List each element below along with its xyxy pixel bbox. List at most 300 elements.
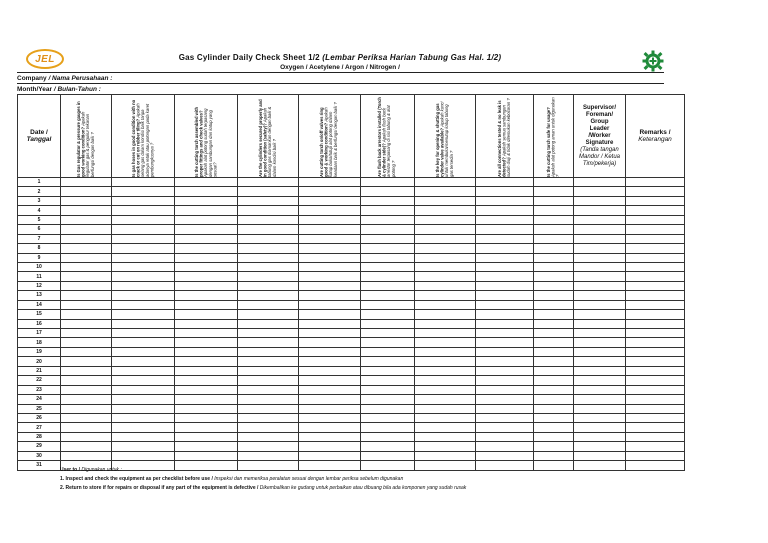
check-cell[interactable] (476, 215, 534, 224)
check-cell[interactable] (299, 461, 361, 470)
check-cell[interactable] (175, 413, 238, 422)
check-cell[interactable] (112, 244, 175, 253)
check-cell[interactable] (534, 215, 574, 224)
check-cell[interactable] (415, 432, 476, 441)
remarks-cell[interactable] (626, 206, 685, 215)
check-cell[interactable] (534, 461, 574, 470)
check-cell[interactable] (415, 357, 476, 366)
check-cell[interactable] (476, 366, 534, 375)
check-cell[interactable] (61, 206, 112, 215)
check-cell[interactable] (175, 442, 238, 451)
check-cell[interactable] (534, 423, 574, 432)
check-cell[interactable] (175, 423, 238, 432)
check-cell[interactable] (175, 338, 238, 347)
check-cell[interactable] (238, 291, 299, 300)
check-cell[interactable] (112, 423, 175, 432)
check-cell[interactable] (415, 413, 476, 422)
check-cell[interactable] (361, 234, 415, 243)
check-cell[interactable] (415, 329, 476, 338)
check-cell[interactable] (361, 338, 415, 347)
check-cell[interactable] (175, 187, 238, 196)
check-cell[interactable] (61, 178, 112, 187)
check-cell[interactable] (299, 215, 361, 224)
signature-cell[interactable] (574, 347, 626, 356)
check-cell[interactable] (415, 291, 476, 300)
check-cell[interactable] (361, 395, 415, 404)
check-cell[interactable] (361, 272, 415, 281)
check-cell[interactable] (415, 338, 476, 347)
check-cell[interactable] (534, 291, 574, 300)
check-cell[interactable] (476, 338, 534, 347)
signature-cell[interactable] (574, 329, 626, 338)
month-year-field[interactable]: Month/Year / Bulan-Tahun : (17, 86, 101, 93)
remarks-cell[interactable] (626, 196, 685, 205)
check-cell[interactable] (112, 404, 175, 413)
signature-cell[interactable] (574, 310, 626, 319)
check-cell[interactable] (534, 253, 574, 262)
check-cell[interactable] (238, 357, 299, 366)
check-cell[interactable] (476, 329, 534, 338)
signature-cell[interactable] (574, 395, 626, 404)
check-cell[interactable] (415, 272, 476, 281)
check-cell[interactable] (238, 347, 299, 356)
check-cell[interactable] (112, 215, 175, 224)
check-cell[interactable] (534, 244, 574, 253)
remarks-cell[interactable] (626, 347, 685, 356)
check-cell[interactable] (175, 376, 238, 385)
check-cell[interactable] (361, 187, 415, 196)
check-cell[interactable] (61, 291, 112, 300)
check-cell[interactable] (175, 262, 238, 271)
check-cell[interactable] (415, 215, 476, 224)
check-cell[interactable] (534, 413, 574, 422)
check-cell[interactable] (415, 376, 476, 385)
check-cell[interactable] (238, 244, 299, 253)
check-cell[interactable] (112, 366, 175, 375)
check-cell[interactable] (415, 234, 476, 243)
check-cell[interactable] (61, 225, 112, 234)
remarks-cell[interactable] (626, 404, 685, 413)
signature-cell[interactable] (574, 281, 626, 290)
check-cell[interactable] (299, 432, 361, 441)
check-cell[interactable] (361, 366, 415, 375)
check-cell[interactable] (299, 451, 361, 460)
check-cell[interactable] (534, 451, 574, 460)
remarks-cell[interactable] (626, 187, 685, 196)
check-cell[interactable] (415, 366, 476, 375)
check-cell[interactable] (299, 366, 361, 375)
check-cell[interactable] (415, 253, 476, 262)
check-cell[interactable] (238, 432, 299, 441)
check-cell[interactable] (361, 196, 415, 205)
check-cell[interactable] (112, 385, 175, 394)
check-cell[interactable] (175, 215, 238, 224)
check-cell[interactable] (361, 215, 415, 224)
check-cell[interactable] (112, 451, 175, 460)
check-cell[interactable] (476, 461, 534, 470)
check-cell[interactable] (61, 253, 112, 262)
check-cell[interactable] (476, 196, 534, 205)
remarks-cell[interactable] (626, 376, 685, 385)
check-cell[interactable] (415, 178, 476, 187)
remarks-cell[interactable] (626, 300, 685, 309)
check-cell[interactable] (238, 329, 299, 338)
check-cell[interactable] (238, 338, 299, 347)
check-cell[interactable] (299, 329, 361, 338)
check-cell[interactable] (112, 196, 175, 205)
check-cell[interactable] (476, 413, 534, 422)
check-cell[interactable] (415, 187, 476, 196)
check-cell[interactable] (61, 244, 112, 253)
remarks-cell[interactable] (626, 338, 685, 347)
check-cell[interactable] (175, 234, 238, 243)
signature-cell[interactable] (574, 272, 626, 281)
check-cell[interactable] (238, 366, 299, 375)
check-cell[interactable] (299, 413, 361, 422)
check-cell[interactable] (61, 196, 112, 205)
check-cell[interactable] (361, 347, 415, 356)
signature-cell[interactable] (574, 196, 626, 205)
check-cell[interactable] (415, 196, 476, 205)
check-cell[interactable] (361, 423, 415, 432)
check-cell[interactable] (476, 262, 534, 271)
remarks-cell[interactable] (626, 244, 685, 253)
check-cell[interactable] (415, 244, 476, 253)
check-cell[interactable] (238, 404, 299, 413)
check-cell[interactable] (175, 404, 238, 413)
check-cell[interactable] (476, 432, 534, 441)
signature-cell[interactable] (574, 385, 626, 394)
check-cell[interactable] (415, 347, 476, 356)
check-cell[interactable] (175, 281, 238, 290)
check-cell[interactable] (299, 225, 361, 234)
check-cell[interactable] (534, 310, 574, 319)
remarks-cell[interactable] (626, 366, 685, 375)
check-cell[interactable] (175, 291, 238, 300)
signature-cell[interactable] (574, 357, 626, 366)
signature-cell[interactable] (574, 206, 626, 215)
check-cell[interactable] (175, 432, 238, 441)
check-cell[interactable] (361, 262, 415, 271)
check-cell[interactable] (415, 385, 476, 394)
check-cell[interactable] (238, 225, 299, 234)
check-cell[interactable] (238, 234, 299, 243)
check-cell[interactable] (534, 404, 574, 413)
check-cell[interactable] (112, 187, 175, 196)
check-cell[interactable] (112, 281, 175, 290)
check-cell[interactable] (299, 291, 361, 300)
check-cell[interactable] (61, 366, 112, 375)
check-cell[interactable] (299, 376, 361, 385)
check-cell[interactable] (61, 395, 112, 404)
check-cell[interactable] (61, 310, 112, 319)
check-cell[interactable] (361, 244, 415, 253)
check-cell[interactable] (175, 300, 238, 309)
check-cell[interactable] (534, 347, 574, 356)
check-cell[interactable] (238, 385, 299, 394)
check-cell[interactable] (238, 376, 299, 385)
remarks-cell[interactable] (626, 357, 685, 366)
check-cell[interactable] (361, 329, 415, 338)
check-cell[interactable] (415, 300, 476, 309)
check-cell[interactable] (361, 404, 415, 413)
check-cell[interactable] (299, 423, 361, 432)
check-cell[interactable] (238, 319, 299, 328)
check-cell[interactable] (534, 357, 574, 366)
remarks-cell[interactable] (626, 451, 685, 460)
signature-cell[interactable] (574, 366, 626, 375)
check-cell[interactable] (175, 225, 238, 234)
signature-cell[interactable] (574, 451, 626, 460)
signature-cell[interactable] (574, 404, 626, 413)
check-cell[interactable] (361, 451, 415, 460)
check-cell[interactable] (112, 206, 175, 215)
check-cell[interactable] (238, 196, 299, 205)
signature-cell[interactable] (574, 234, 626, 243)
check-cell[interactable] (476, 357, 534, 366)
check-cell[interactable] (361, 376, 415, 385)
remarks-cell[interactable] (626, 329, 685, 338)
check-cell[interactable] (299, 300, 361, 309)
check-cell[interactable] (299, 178, 361, 187)
check-cell[interactable] (112, 272, 175, 281)
check-cell[interactable] (61, 347, 112, 356)
remarks-cell[interactable] (626, 442, 685, 451)
check-cell[interactable] (238, 187, 299, 196)
signature-cell[interactable] (574, 376, 626, 385)
remarks-cell[interactable] (626, 215, 685, 224)
check-cell[interactable] (299, 404, 361, 413)
check-cell[interactable] (61, 300, 112, 309)
check-cell[interactable] (61, 187, 112, 196)
check-cell[interactable] (476, 423, 534, 432)
signature-cell[interactable] (574, 423, 626, 432)
check-cell[interactable] (175, 395, 238, 404)
check-cell[interactable] (476, 451, 534, 460)
check-cell[interactable] (476, 385, 534, 394)
check-cell[interactable] (175, 451, 238, 460)
remarks-cell[interactable] (626, 291, 685, 300)
check-cell[interactable] (61, 423, 112, 432)
check-cell[interactable] (112, 234, 175, 243)
check-cell[interactable] (112, 310, 175, 319)
remarks-cell[interactable] (626, 253, 685, 262)
check-cell[interactable] (476, 281, 534, 290)
check-cell[interactable] (112, 253, 175, 262)
check-cell[interactable] (476, 442, 534, 451)
signature-cell[interactable] (574, 432, 626, 441)
check-cell[interactable] (534, 300, 574, 309)
check-cell[interactable] (534, 385, 574, 394)
check-cell[interactable] (112, 376, 175, 385)
signature-cell[interactable] (574, 187, 626, 196)
check-cell[interactable] (534, 442, 574, 451)
check-cell[interactable] (476, 319, 534, 328)
check-cell[interactable] (238, 215, 299, 224)
check-cell[interactable] (61, 432, 112, 441)
check-cell[interactable] (61, 385, 112, 394)
check-cell[interactable] (534, 319, 574, 328)
check-cell[interactable] (476, 178, 534, 187)
check-cell[interactable] (534, 234, 574, 243)
check-cell[interactable] (534, 432, 574, 441)
check-cell[interactable] (299, 272, 361, 281)
check-cell[interactable] (61, 413, 112, 422)
remarks-cell[interactable] (626, 225, 685, 234)
check-cell[interactable] (534, 366, 574, 375)
company-field[interactable]: Company / Nama Perusahaan : (17, 75, 113, 82)
check-cell[interactable] (175, 461, 238, 470)
check-cell[interactable] (361, 206, 415, 215)
check-cell[interactable] (476, 206, 534, 215)
check-cell[interactable] (175, 357, 238, 366)
check-cell[interactable] (61, 376, 112, 385)
check-cell[interactable] (534, 395, 574, 404)
check-cell[interactable] (476, 300, 534, 309)
signature-cell[interactable] (574, 225, 626, 234)
check-cell[interactable] (299, 319, 361, 328)
signature-cell[interactable] (574, 215, 626, 224)
remarks-cell[interactable] (626, 423, 685, 432)
remarks-cell[interactable] (626, 281, 685, 290)
check-cell[interactable] (534, 206, 574, 215)
check-cell[interactable] (112, 319, 175, 328)
check-cell[interactable] (299, 338, 361, 347)
check-cell[interactable] (299, 281, 361, 290)
check-cell[interactable] (175, 310, 238, 319)
check-cell[interactable] (175, 253, 238, 262)
check-cell[interactable] (415, 206, 476, 215)
check-cell[interactable] (361, 291, 415, 300)
signature-cell[interactable] (574, 442, 626, 451)
check-cell[interactable] (476, 272, 534, 281)
signature-cell[interactable] (574, 178, 626, 187)
check-cell[interactable] (534, 272, 574, 281)
remarks-cell[interactable] (626, 234, 685, 243)
check-cell[interactable] (476, 244, 534, 253)
check-cell[interactable] (415, 423, 476, 432)
check-cell[interactable] (238, 461, 299, 470)
check-cell[interactable] (112, 262, 175, 271)
check-cell[interactable] (299, 244, 361, 253)
check-cell[interactable] (415, 404, 476, 413)
check-cell[interactable] (476, 291, 534, 300)
remarks-cell[interactable] (626, 319, 685, 328)
check-cell[interactable] (299, 395, 361, 404)
check-cell[interactable] (112, 395, 175, 404)
check-cell[interactable] (238, 300, 299, 309)
check-cell[interactable] (415, 262, 476, 271)
check-cell[interactable] (361, 461, 415, 470)
check-cell[interactable] (112, 347, 175, 356)
check-cell[interactable] (175, 319, 238, 328)
remarks-cell[interactable] (626, 385, 685, 394)
check-cell[interactable] (476, 187, 534, 196)
check-cell[interactable] (299, 234, 361, 243)
signature-cell[interactable] (574, 262, 626, 271)
check-cell[interactable] (61, 329, 112, 338)
check-cell[interactable] (112, 178, 175, 187)
signature-cell[interactable] (574, 300, 626, 309)
check-cell[interactable] (238, 442, 299, 451)
check-cell[interactable] (415, 281, 476, 290)
check-cell[interactable] (476, 395, 534, 404)
check-cell[interactable] (112, 413, 175, 422)
check-cell[interactable] (415, 225, 476, 234)
check-cell[interactable] (175, 366, 238, 375)
remarks-cell[interactable] (626, 262, 685, 271)
check-cell[interactable] (361, 225, 415, 234)
check-cell[interactable] (112, 432, 175, 441)
check-cell[interactable] (534, 196, 574, 205)
check-cell[interactable] (415, 319, 476, 328)
check-cell[interactable] (238, 206, 299, 215)
check-cell[interactable] (534, 376, 574, 385)
check-cell[interactable] (112, 357, 175, 366)
remarks-cell[interactable] (626, 310, 685, 319)
check-cell[interactable] (299, 310, 361, 319)
remarks-cell[interactable] (626, 272, 685, 281)
check-cell[interactable] (238, 413, 299, 422)
remarks-cell[interactable] (626, 432, 685, 441)
check-cell[interactable] (61, 442, 112, 451)
check-cell[interactable] (112, 329, 175, 338)
check-cell[interactable] (238, 272, 299, 281)
check-cell[interactable] (238, 178, 299, 187)
check-cell[interactable] (361, 413, 415, 422)
check-cell[interactable] (361, 357, 415, 366)
check-cell[interactable] (534, 178, 574, 187)
check-cell[interactable] (299, 262, 361, 271)
check-cell[interactable] (238, 451, 299, 460)
check-cell[interactable] (299, 442, 361, 451)
signature-cell[interactable] (574, 291, 626, 300)
check-cell[interactable] (534, 338, 574, 347)
check-cell[interactable] (175, 272, 238, 281)
signature-cell[interactable] (574, 461, 626, 470)
check-cell[interactable] (112, 442, 175, 451)
check-cell[interactable] (61, 319, 112, 328)
remarks-cell[interactable] (626, 461, 685, 470)
check-cell[interactable] (112, 225, 175, 234)
check-cell[interactable] (361, 385, 415, 394)
check-cell[interactable] (112, 300, 175, 309)
check-cell[interactable] (299, 357, 361, 366)
check-cell[interactable] (534, 225, 574, 234)
signature-cell[interactable] (574, 253, 626, 262)
check-cell[interactable] (61, 357, 112, 366)
remarks-cell[interactable] (626, 178, 685, 187)
check-cell[interactable] (361, 300, 415, 309)
remarks-cell[interactable] (626, 395, 685, 404)
check-cell[interactable] (299, 206, 361, 215)
check-cell[interactable] (299, 196, 361, 205)
check-cell[interactable] (175, 178, 238, 187)
check-cell[interactable] (476, 234, 534, 243)
check-cell[interactable] (61, 234, 112, 243)
signature-cell[interactable] (574, 244, 626, 253)
check-cell[interactable] (299, 385, 361, 394)
check-cell[interactable] (476, 310, 534, 319)
check-cell[interactable] (361, 253, 415, 262)
check-cell[interactable] (415, 395, 476, 404)
check-cell[interactable] (415, 451, 476, 460)
check-cell[interactable] (61, 451, 112, 460)
signature-cell[interactable] (574, 413, 626, 422)
check-cell[interactable] (415, 310, 476, 319)
check-cell[interactable] (175, 196, 238, 205)
check-cell[interactable] (534, 329, 574, 338)
